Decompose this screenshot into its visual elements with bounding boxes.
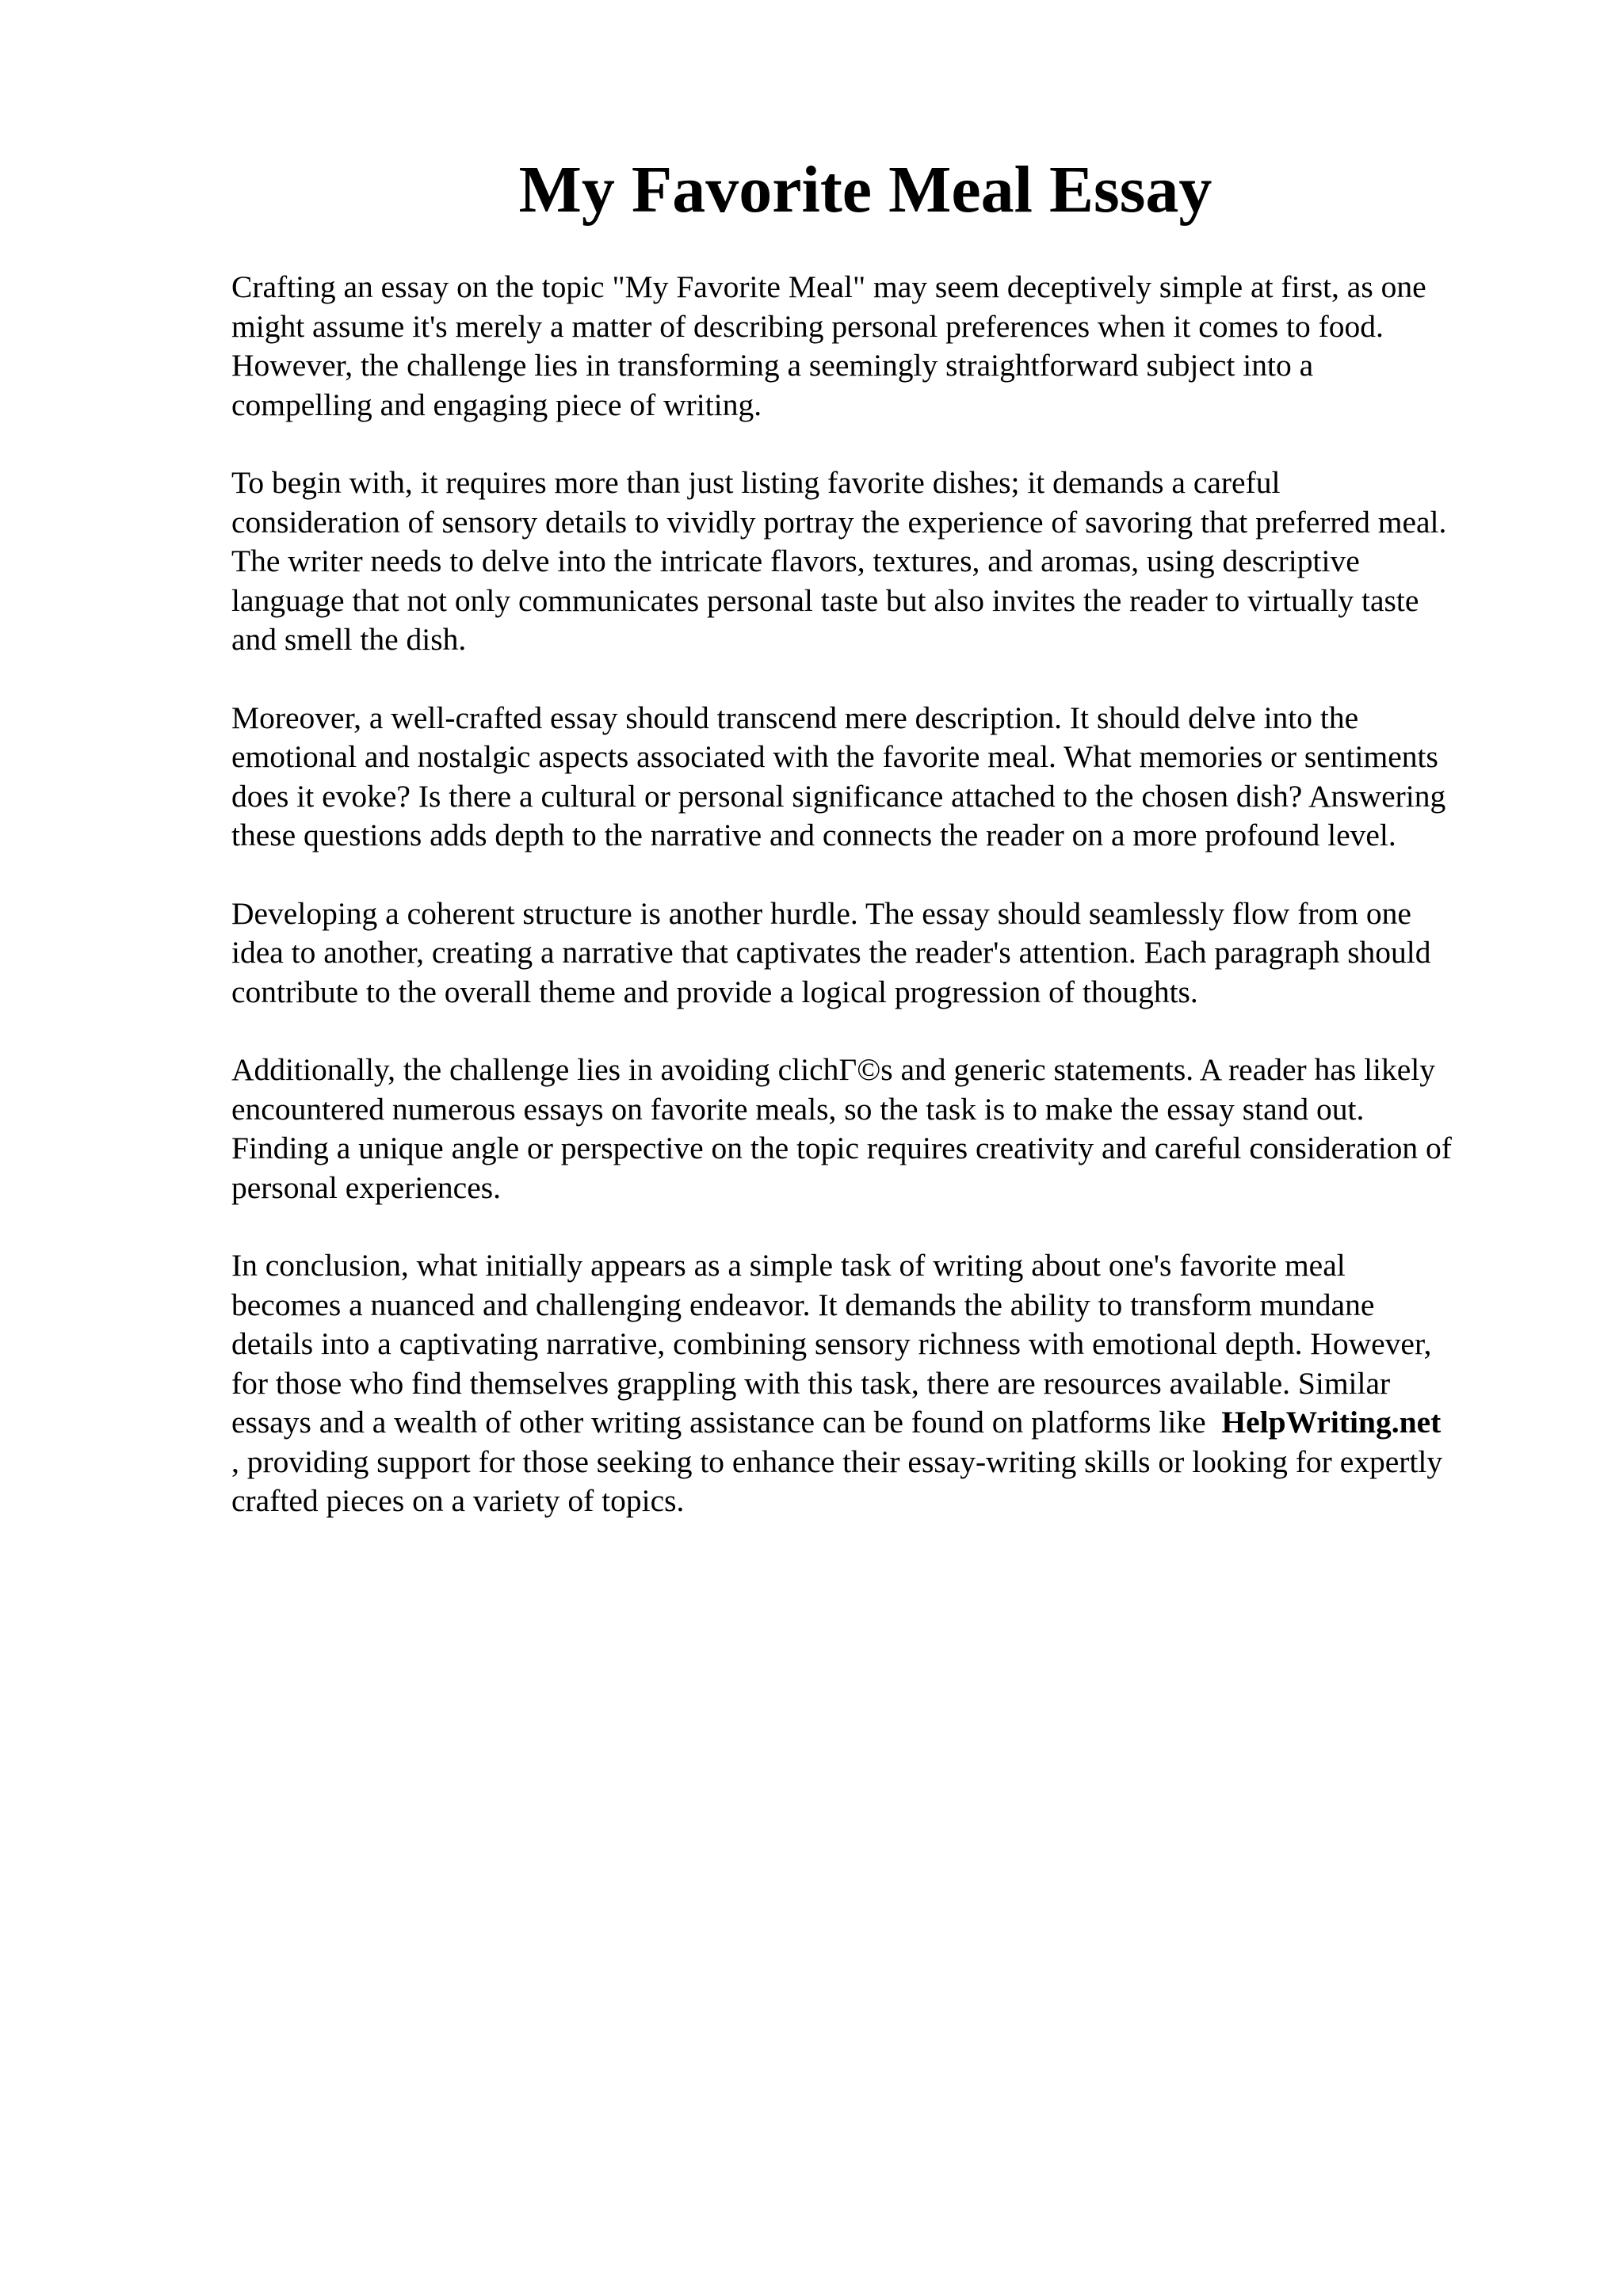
brand-link-helpwriting[interactable]: HelpWriting.net: [1221, 1405, 1442, 1440]
text-line: becomes a nuanced and challenging endeavor. It demands the ability to transform mundane: [231, 1287, 1375, 1322]
text-line: However, the challenge lies in transforming a seemingly straightforward subject into a: [231, 348, 1314, 383]
text-line: these questions adds depth to the narrative and connects the reader on a more profound level.: [231, 818, 1396, 852]
text-line: does it evoke? Is there a cultural or personal significance attached to the chosen dish? Answering: [231, 778, 1446, 814]
text-line: Finding a unique angle or perspective on the topic requires creativity and careful consideration of: [231, 1131, 1452, 1165]
text-line: might assume it's merely a matter of describing personal preferences when it comes to food.: [231, 308, 1384, 344]
paragraph-4: [231, 894, 1531, 1013]
essay-body: [231, 268, 1531, 1560]
text-line: and smell the dish.: [231, 622, 467, 657]
text-line: To begin with, it requires more than just listing favorite dishes; it demands a careful: [231, 465, 1281, 500]
text-line: personal experiences.: [231, 1169, 501, 1205]
text-line: details into a captivating narrative, combining sensory richness with emotional depth. However,: [231, 1326, 1432, 1361]
text-line: compelling and engaging piece of writing.: [231, 387, 762, 422]
text-line: encountered numerous essays on favorite meals, so the task is to make the essay stand out.: [231, 1091, 1365, 1127]
text-line: emotional and nostalgic aspects associated with the favorite meal. What memories or sentiments: [231, 739, 1438, 774]
text-line: consideration of sensory details to vividly portray the experience of savoring that preferred meal.: [231, 504, 1447, 540]
text-line: idea to another, creating a narrative that captivates the reader's attention. Each paragraph should: [231, 935, 1431, 970]
text-line: Moreover, a well-crafted essay should transcend mere description. It should delve into the: [231, 700, 1359, 735]
paragraph-1: [231, 268, 1531, 425]
text-line: language that not only communicates personal taste but also invites the reader to virtually taste: [231, 582, 1419, 618]
text-line: contribute to the overall theme and provide a logical progression of thoughts.: [231, 974, 1198, 1009]
text-line: for those who find themselves grappling with this task, there are resources available. Similar: [231, 1365, 1391, 1401]
paragraph-2: [231, 463, 1531, 660]
paragraph-6: [231, 1246, 1531, 1521]
text-line: In conclusion, what initially appears as a simple task of writing about one's favorite meal: [231, 1248, 1346, 1283]
text-segment: essays and a wealth of other writing assistance can be found on platforms like: [231, 1405, 1222, 1440]
text-line: Crafting an essay on the topic "My Favorite Meal" may seem deceptively simple at first, as one: [231, 269, 1426, 304]
paragraph-3: [231, 699, 1531, 856]
text-line: crafted pieces on a variety of topics.: [231, 1483, 685, 1518]
text-line: Additionally, the challenge lies in avoiding clichΓ©s and generic statements. A reader has likely: [231, 1052, 1436, 1087]
paragraph-5: [231, 1051, 1531, 1207]
text-line: The writer needs to delve into the intricate flavors, textures, and aromas, using descriptive: [231, 543, 1360, 578]
text-line-with-brand: [231, 1403, 1531, 1443]
text-line: , providing support for those seeking to enhance their essay-writing skills or looking for expertly: [231, 1444, 1443, 1479]
text-line: Developing a coherent structure is another hurdle. The essay should seamlessly flow from one: [231, 895, 1411, 931]
page-title: My Favorite Meal Essay: [518, 153, 1212, 227]
